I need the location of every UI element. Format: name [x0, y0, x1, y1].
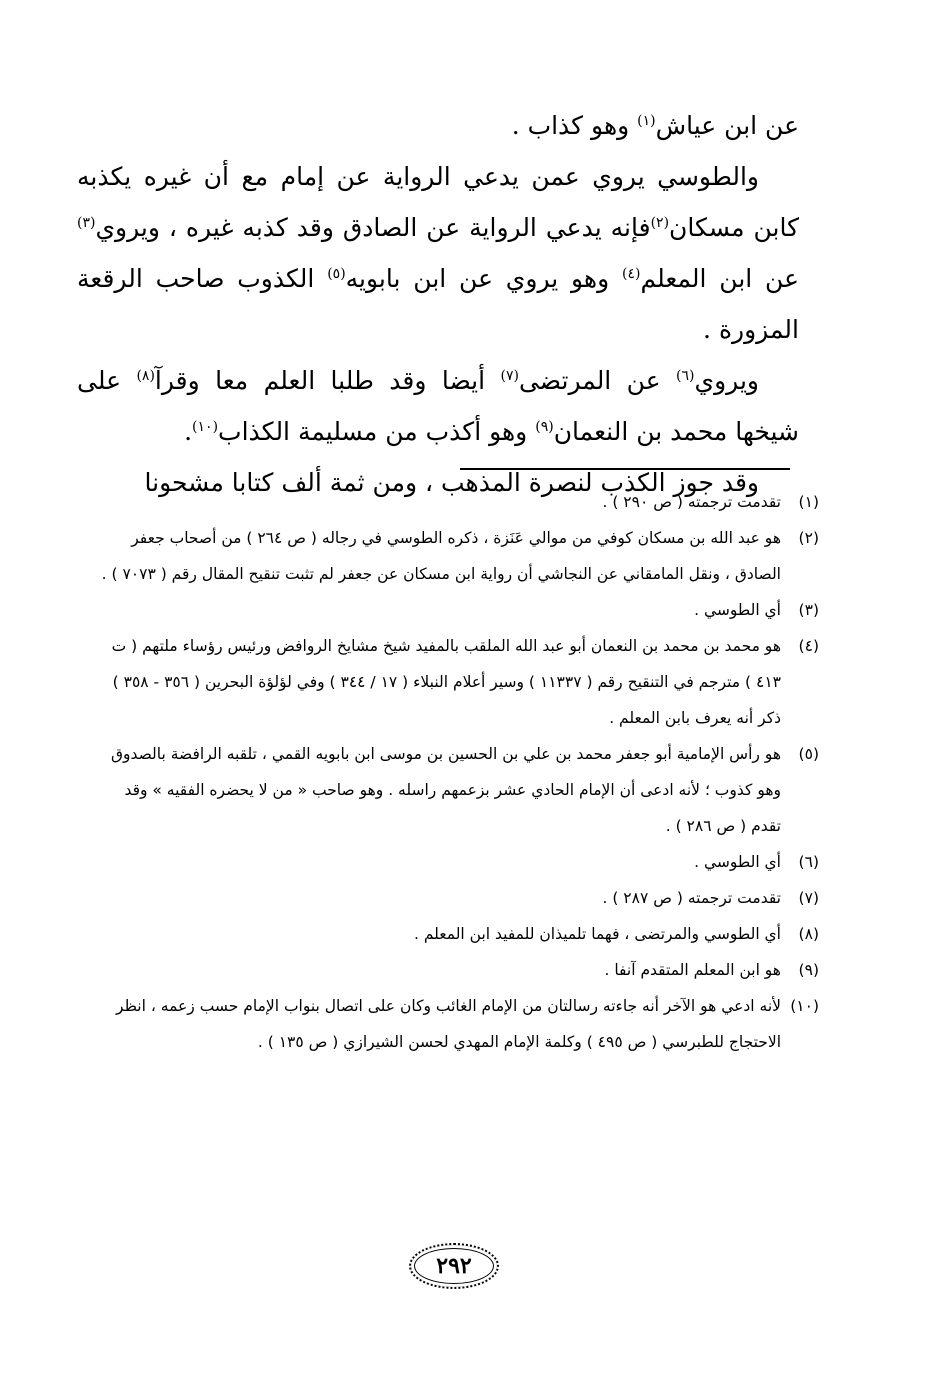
footnote-6 [97, 844, 819, 880]
footnote-ref: (٧) [500, 368, 519, 384]
paragraph-2 [77, 151, 799, 355]
paragraph-3 [77, 355, 799, 457]
text-run: وهو كذاب . [511, 111, 638, 140]
footnote-ref: (٣) [77, 215, 96, 231]
footnote-ref: (٨) [136, 368, 155, 384]
footnote-number: (٩) [798, 961, 819, 979]
text-run: وهو أكذب من مسليمة الكذاب [218, 417, 536, 446]
text-run: عن ابن عياش [655, 111, 799, 140]
footnote-number: (٤) [798, 637, 819, 655]
footnote-ref: (٩) [535, 419, 554, 435]
footnote-8 [97, 916, 819, 952]
text-run: ويروي [694, 366, 759, 395]
footnotes [97, 484, 819, 1060]
footnote-number: (٧) [798, 889, 819, 907]
footnote-3 [97, 592, 819, 628]
text-run: أيضا وقد طلبا العلم معا وقرآ [154, 366, 501, 395]
text-run: على شيخها محمد بن النعمان [77, 366, 799, 446]
footnote-ref: (٤) [622, 266, 641, 282]
page-number-ornament [409, 1243, 499, 1289]
text-run: والطوسي يروي عمن يدعي الرواية عن إمام مع أن غيره يكذبه كابن مسكان [77, 162, 799, 242]
footnote-number: (١٠) [790, 997, 819, 1015]
footnote-ref: (١) [637, 113, 656, 129]
footnote-ref: (٦) [676, 368, 695, 384]
text-run: عن ابن المعلم [640, 264, 799, 293]
footnote-text: لأنه ادعي هو الآخر أنه جاءته رسالتان من الإمام الغائب وكان على اتصال بنواب الإمام حسب زعمه ، انظر الاحتجاج للطبرسي ( ص ٤٩٥ ) وكلمة الإمام المهدي لحسن الشيرازي ( ص ١٣٥ ) . [116, 997, 781, 1051]
page-number: ٢٩٢ [436, 1253, 472, 1279]
text-run: الكذوب صاحب الرقعة المزورة . [77, 264, 799, 344]
footnote-10 [97, 988, 819, 1060]
text-run: عن المرتضى [518, 366, 677, 395]
footnote-ref: (٥) [327, 266, 346, 282]
footnote-text: أي الطوسي . [694, 853, 781, 871]
footnote-text: هو ابن المعلم المتقدم آنفا . [604, 961, 781, 979]
footnote-9 [97, 952, 819, 988]
paragraph-1 [77, 100, 799, 151]
footnote-4 [97, 628, 819, 736]
text-run: . [184, 417, 193, 446]
footnote-7 [97, 880, 819, 916]
footnote-number: (٨) [798, 925, 819, 943]
footnote-ref: (٢) [650, 215, 670, 231]
footnote-5 [97, 736, 819, 844]
footnote-text: تقدمت ترجمته ( ص ٢٩٠ ) . [602, 493, 781, 511]
footnote-text: أي الطوسي . [694, 601, 781, 619]
footnote-number: (٣) [798, 601, 819, 619]
text-run: فإنه يدعي الرواية عن الصادق وقد كذبه غيره ، ويروي [95, 213, 651, 242]
footnote-text: هو رأس الإمامية أبو جعفر محمد بن علي بن الحسين بن موسى ابن بابويه القمي ، تلقبه الرافضة بالصدوق وهو كذوب ؛ لأنه ادعى أن الإمام الحادي عشر بزعمهم راسله . وهو صاحب « من لا يحضره الفقيه » وقد تقدم ( ص ٢٨٦ ) . [110, 745, 781, 835]
footnote-text: تقدمت ترجمته ( ص ٢٨٧ ) . [602, 889, 781, 907]
footnote-text: هو عبد الله بن مسكان كوفي من موالي عَنَزة ، ذكره الطوسي في رجاله ( ص ٢٦٤ ) من أصحاب جعفر الصادق ، ونقل المامقاني عن النجاشي أن رواية ابن مسكان عن جعفر لم تثبت تنقيح المقال رقم ( ٧٠٧٣ ) . [101, 529, 781, 583]
text-run: وقد جوز الكذب لنصرة المذهب ، ومن ثمة ألف كتابا مشحونا [144, 468, 759, 497]
footnote-2 [97, 520, 819, 592]
footnote-ref: (١٠) [192, 419, 219, 435]
footnote-text: هو محمد بن محمد بن النعمان أبو عبد الله الملقب بالمفيد شيخ مشايخ الروافض ورئيس رؤساء ملتهم ( ت ٤١٣ ) مترجم في التنقيح رقم ( ١١٣٣٧ ) وسير أعلام النبلاء ( ١٧ / ٣٤٤ ) وفي لؤلؤة البحرين ( ٣٥٦ - ٣٥٨ ) ذكر أنه يعرف بابن المعلم . [111, 637, 781, 727]
footnote-number: (٥) [798, 745, 819, 763]
footnote-separator [460, 468, 790, 470]
footnote-text: أي الطوسي والمرتضى ، فهما تلميذان للمفيد ابن المعلم . [413, 925, 781, 943]
footnote-number: (١) [798, 493, 819, 511]
footnote-number: (٢) [798, 529, 819, 547]
footnote-number: (٦) [798, 853, 819, 871]
main-text [77, 100, 799, 508]
footnote-1 [97, 484, 819, 520]
text-run: وهو يروي عن ابن بابويه [345, 264, 623, 293]
